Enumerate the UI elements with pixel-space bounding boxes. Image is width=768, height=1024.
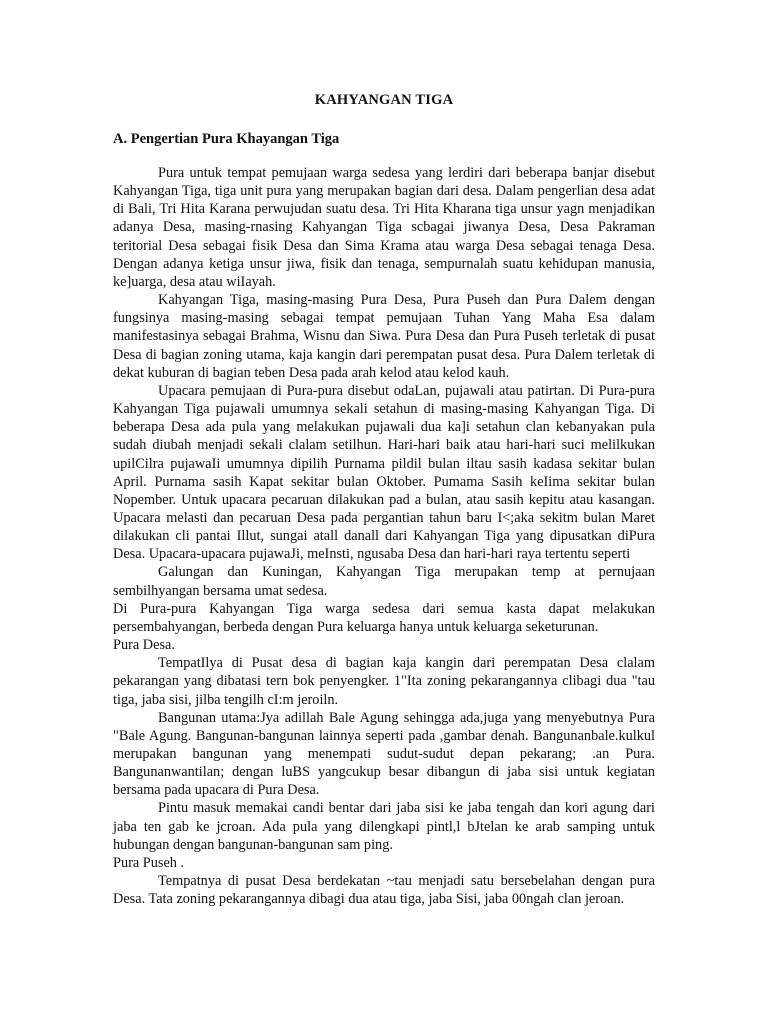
paragraph: Di Pura-pura Kahyangan Tiga warga sedesa dari semua kasta dapat melakukan persembahyangan, berbeda dengan Pura keluarga hanya untuk keluarga seketurunan. [113,600,655,635]
paragraph: Pintu masuk memakai candi bentar dari jaba sisi ke jaba tengah dan kori agung dari jaba ten gab ke jcroan. Ada pula yang dilengkapi pintl,l bJtelan ke arab samping untuk hubungan dengan bangunan-bangunan sam ping. [113,800,655,853]
paragraph: TempatIlya di Pusat desa di bagian kaja kangin dari perempatan Desa clalam pekarangan yang dibatasi tern bok penyengker. 1"Ita zoning pekarangannya clibagi dua "tau tiga, jaba sisi, jilba tengilh cI:m jeroiln. [113,655,655,708]
document-title: KAHYANGAN TIGA [314,92,454,108]
paragraph: Galungan dan Kuningan, Kahyangan Tiga merupakan temp at pernujaan sembilhyangan bersama umat sedesa. [113,564,655,599]
subheading-pura-desa: Pura Desa. [113,637,175,654]
paragraph: Bangunan utama:Jya adillah Bale Agung sehingga ada,juga yang menyebutnya Pura "Bale Agung. Bangunan-bangunan lainnya seperti pada ,gambar denah. Bangunanbale.kulkul merupakan bangunan yang menempati sudut-sudut depan pekarang; .an Pura. Bangunanwantilan; dengan luBS yangcukup besar dibangun di jaba sisi untuk kegiatan bersama pada upacara di Pura Desa. [113,709,655,799]
section-heading: A. Pengertian Pura Khayangan Tiga [113,131,340,147]
paragraph: Tempatnya di pusat Desa berdekatan ~tau menjadi satu bersebelahan dengan pura Desa. Tata zoning pekarangannya dibagi dua atau tiga, jaba Sisi, jaba 00ngah clan jeroan. [113,873,655,908]
paragraph: Kahyangan Tiga, masing-masing Pura Desa, Pura Puseh dan Pura Dalem dengan fungsinya masing-masing sebagai tempat pemujaan Tuhan Yang Maha Esa dalam manifestasinya sebagai Brahma, Wisnu dan Siwa. Pura Desa dan Pura Puseh terletak di pusat Desa di bagian zoning utama, kaja kangin dari perempatan pusat desa. Pura Dalem terletak di dekat kuburan di bagian teben Desa pada arah kelod atau kelod kauh. [113,292,655,381]
paragraph: Upacara pemujaan di Pura-pura disebut odaLan, pujawali atau patirtan. Di Pura-pura Kahyangan Tiga pujawali umumnya sekali setahun di masing-masing Kahyangan Tiga. Di beberapa Desa ada pula yang melakukan pujawali dua ka]i setahun clan kebanyakan pula sudah diubah menjadi sekali clalam setilhun. Hari-hari baik atau hari-hari suci melilkukan upilCilra pujawaIi umumnya dipilih Purnama pildil bulan iltau sasih kadasa sekitar bulan April. Purnama sasih Kapat sekitar bulan Oktober. Pumama Sasih keIima sekitar bulan Nopember. Untuk upacara pecaruan dilakukan pad a bulan, atau sasih kepitu atau kasangan. Upacara melasti dan pecaruan Desa pada pergantian tahun baru I<;aka sekitm bulan Maret dilakukan cli pantai Illut, sungai atall danall dari Kahyangan Tiga yang dipusatkan diPura Desa. Upacara-upacara pujawaJi, meInsti, ngusaba Desa dan hari-hari raya tertentu seperti [113,382,655,563]
paragraph: Pura untuk tempat pemujaan warga sedesa yang lerdiri dari beberapa banjar disebut Kahyangan Tiga, tiga unit pura yang merupakan bagian dari desa. Dalam pengerlian desa adat di Bali, Tri Hita Karana perwujudan suatu desa. Tri Hita Kharana tiga unsur yagn menjadikan adanya Desa, masing-rnasing Kahyangan Tiga scbagai jiwanya Desa, Desa Pakraman teritorial Desa sebagai fisik Desa dan Sima Krama atau warga Desa sebagai tenaga Desa. Dengan adanya ketiga unsur jiwa, fisik dan tenaga, sempurnalah suatu kehidupan manusia, ke]uarga, desa atau wiIayah. [113,165,655,290]
document-body [113,164,655,908]
subheading-pura-puseh: Pura Puseh . [113,854,185,871]
